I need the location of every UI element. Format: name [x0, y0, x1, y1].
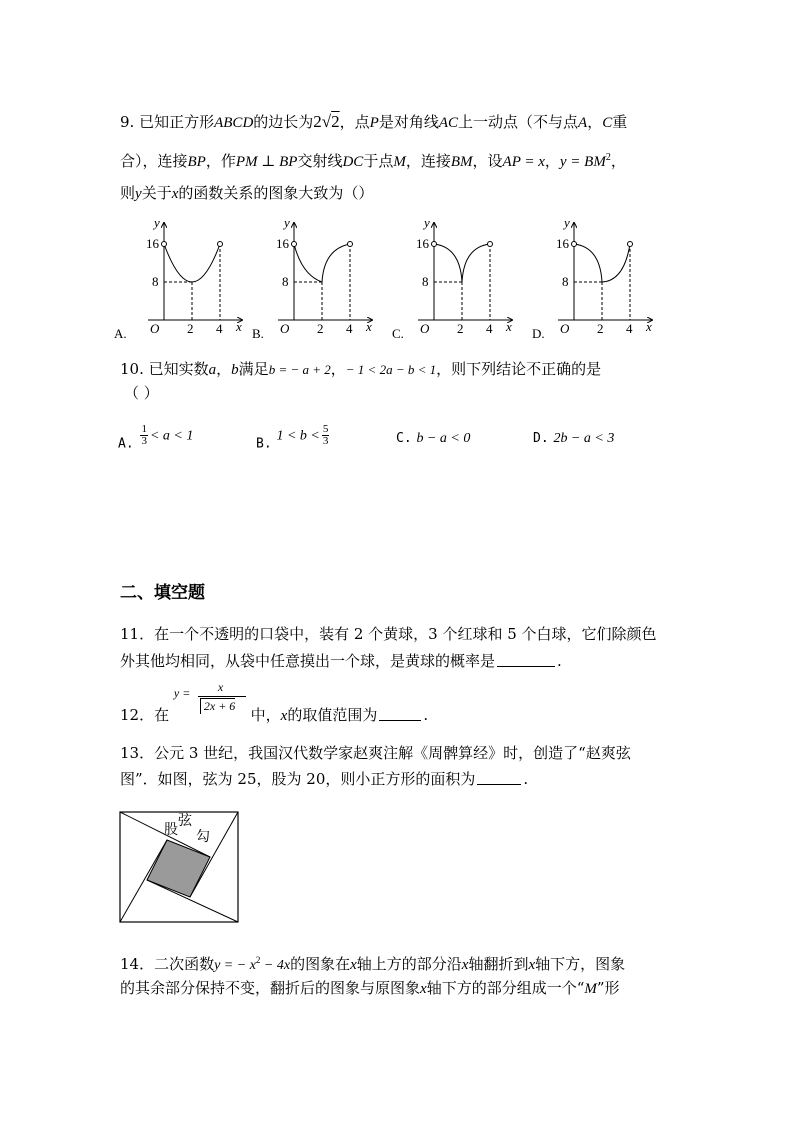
svg-text:x: x: [236, 319, 242, 334]
svg-text:2: 2: [317, 321, 324, 336]
q14-line2: 的其余部分保持不变，翻折后的图象与原图象x轴下方的部分组成一个“M”形: [120, 979, 620, 997]
q9-line3: 则y关于x的函数关系的图象大致为（）: [120, 184, 374, 202]
svg-text:y: y: [284, 215, 290, 230]
svg-text:O: O: [420, 321, 430, 336]
svg-text:2: 2: [457, 321, 464, 336]
side-length: 2√2: [313, 112, 340, 131]
graph-a-label: A.: [114, 326, 127, 341]
q10-option-c[interactable]: C. b − a < 0: [396, 431, 471, 446]
svg-text:y: y: [154, 215, 160, 230]
q13-answer-blank[interactable]: [477, 783, 521, 785]
graph-d-label: D.: [532, 326, 545, 341]
svg-text:O: O: [280, 321, 290, 336]
svg-text:16: 16: [556, 236, 569, 251]
q13-line1: 13．公元 3 世纪，我国汉代数学家赵爽注解《周髀算经》时，创造了“赵爽弦: [120, 744, 631, 762]
graph-d[interactable]: [532, 215, 652, 341]
q10-option-a[interactable]: A. $\frac{1}{3}$ < a < 1: [118, 423, 194, 452]
svg-text:O: O: [150, 321, 160, 336]
svg-text:x: x: [506, 319, 512, 334]
q9-line2: 合），连接BP，作PM ⊥ BP交射线DC于点M，连接BM，设AP = x，$y = BM^2$，: [120, 152, 626, 170]
svg-text:x: x: [646, 319, 652, 334]
svg-text:8: 8: [422, 274, 429, 289]
section-title: 二、填空题: [120, 583, 205, 603]
q12-formula: y = x 2x + 6: [174, 700, 246, 720]
svg-text:O: O: [560, 321, 570, 336]
svg-text:4: 4: [486, 321, 493, 336]
q9-graphs: [110, 215, 680, 345]
label-xian: 弦: [178, 814, 192, 829]
svg-text:16: 16: [276, 236, 289, 251]
q10-paren: （ ）: [124, 384, 159, 402]
svg-text:2: 2: [187, 321, 194, 336]
q13-line2: 图”．如图，弦为 25，股为 20，则小正方形的面积为 .: [120, 770, 529, 788]
svg-text:4: 4: [346, 321, 353, 336]
q11-line1: 11．在一个不透明的口袋中，装有 2 个黄球，3 个红球和 5 个白球，它们除颜色: [120, 625, 657, 643]
svg-text:2: 2: [597, 321, 604, 336]
svg-text:4: 4: [626, 321, 633, 336]
q12-answer-blank[interactable]: [379, 719, 421, 721]
q10-option-b[interactable]: B. 1 < b < $\frac{5}{3}$: [256, 423, 329, 452]
q11-line2: 外其他均相同，从袋中任意摸出一个球，是黄球的概率是 .: [120, 652, 562, 670]
svg-text:16: 16: [416, 236, 429, 251]
svg-text:y: y: [564, 215, 570, 230]
svg-text:y: y: [424, 215, 430, 230]
svg-text:16: 16: [146, 236, 159, 251]
svg-text:8: 8: [152, 274, 159, 289]
label-gou: 勾: [196, 830, 210, 845]
q9-line1: 9. 已知正方形ABCD的边长为2√2，点P是对角线AC上一动点（不与点A，C重: [120, 112, 628, 131]
graph-b-label: B.: [252, 326, 264, 341]
graph-a[interactable]: [114, 215, 242, 341]
graph-c[interactable]: [392, 215, 512, 341]
q11-answer-blank[interactable]: [497, 665, 555, 667]
q10-option-d[interactable]: D. 2b − a < 3: [533, 431, 615, 446]
svg-text:8: 8: [562, 274, 569, 289]
label-gu: 股: [164, 823, 178, 838]
q10-line1: 10. 已知实数a，b满足b = − a + 2，− 1 < 2a − b < 1，则下列结论不正确的是: [120, 360, 602, 378]
zhao-shuang-diagram: [118, 810, 240, 924]
q12-line: 12．在 y = x 2x + 6 中，x的取值范围为 .: [120, 680, 429, 724]
graph-c-label: C.: [392, 326, 404, 341]
q14-line1: 14．二次函数y = − $x^2 - 4x$的图象在x轴上方的部分沿x轴翻折到x轴下方，图象: [120, 955, 626, 973]
graph-b[interactable]: [252, 215, 372, 341]
svg-text:x: x: [366, 319, 372, 334]
svg-text:4: 4: [216, 321, 223, 336]
svg-text:8: 8: [282, 274, 289, 289]
